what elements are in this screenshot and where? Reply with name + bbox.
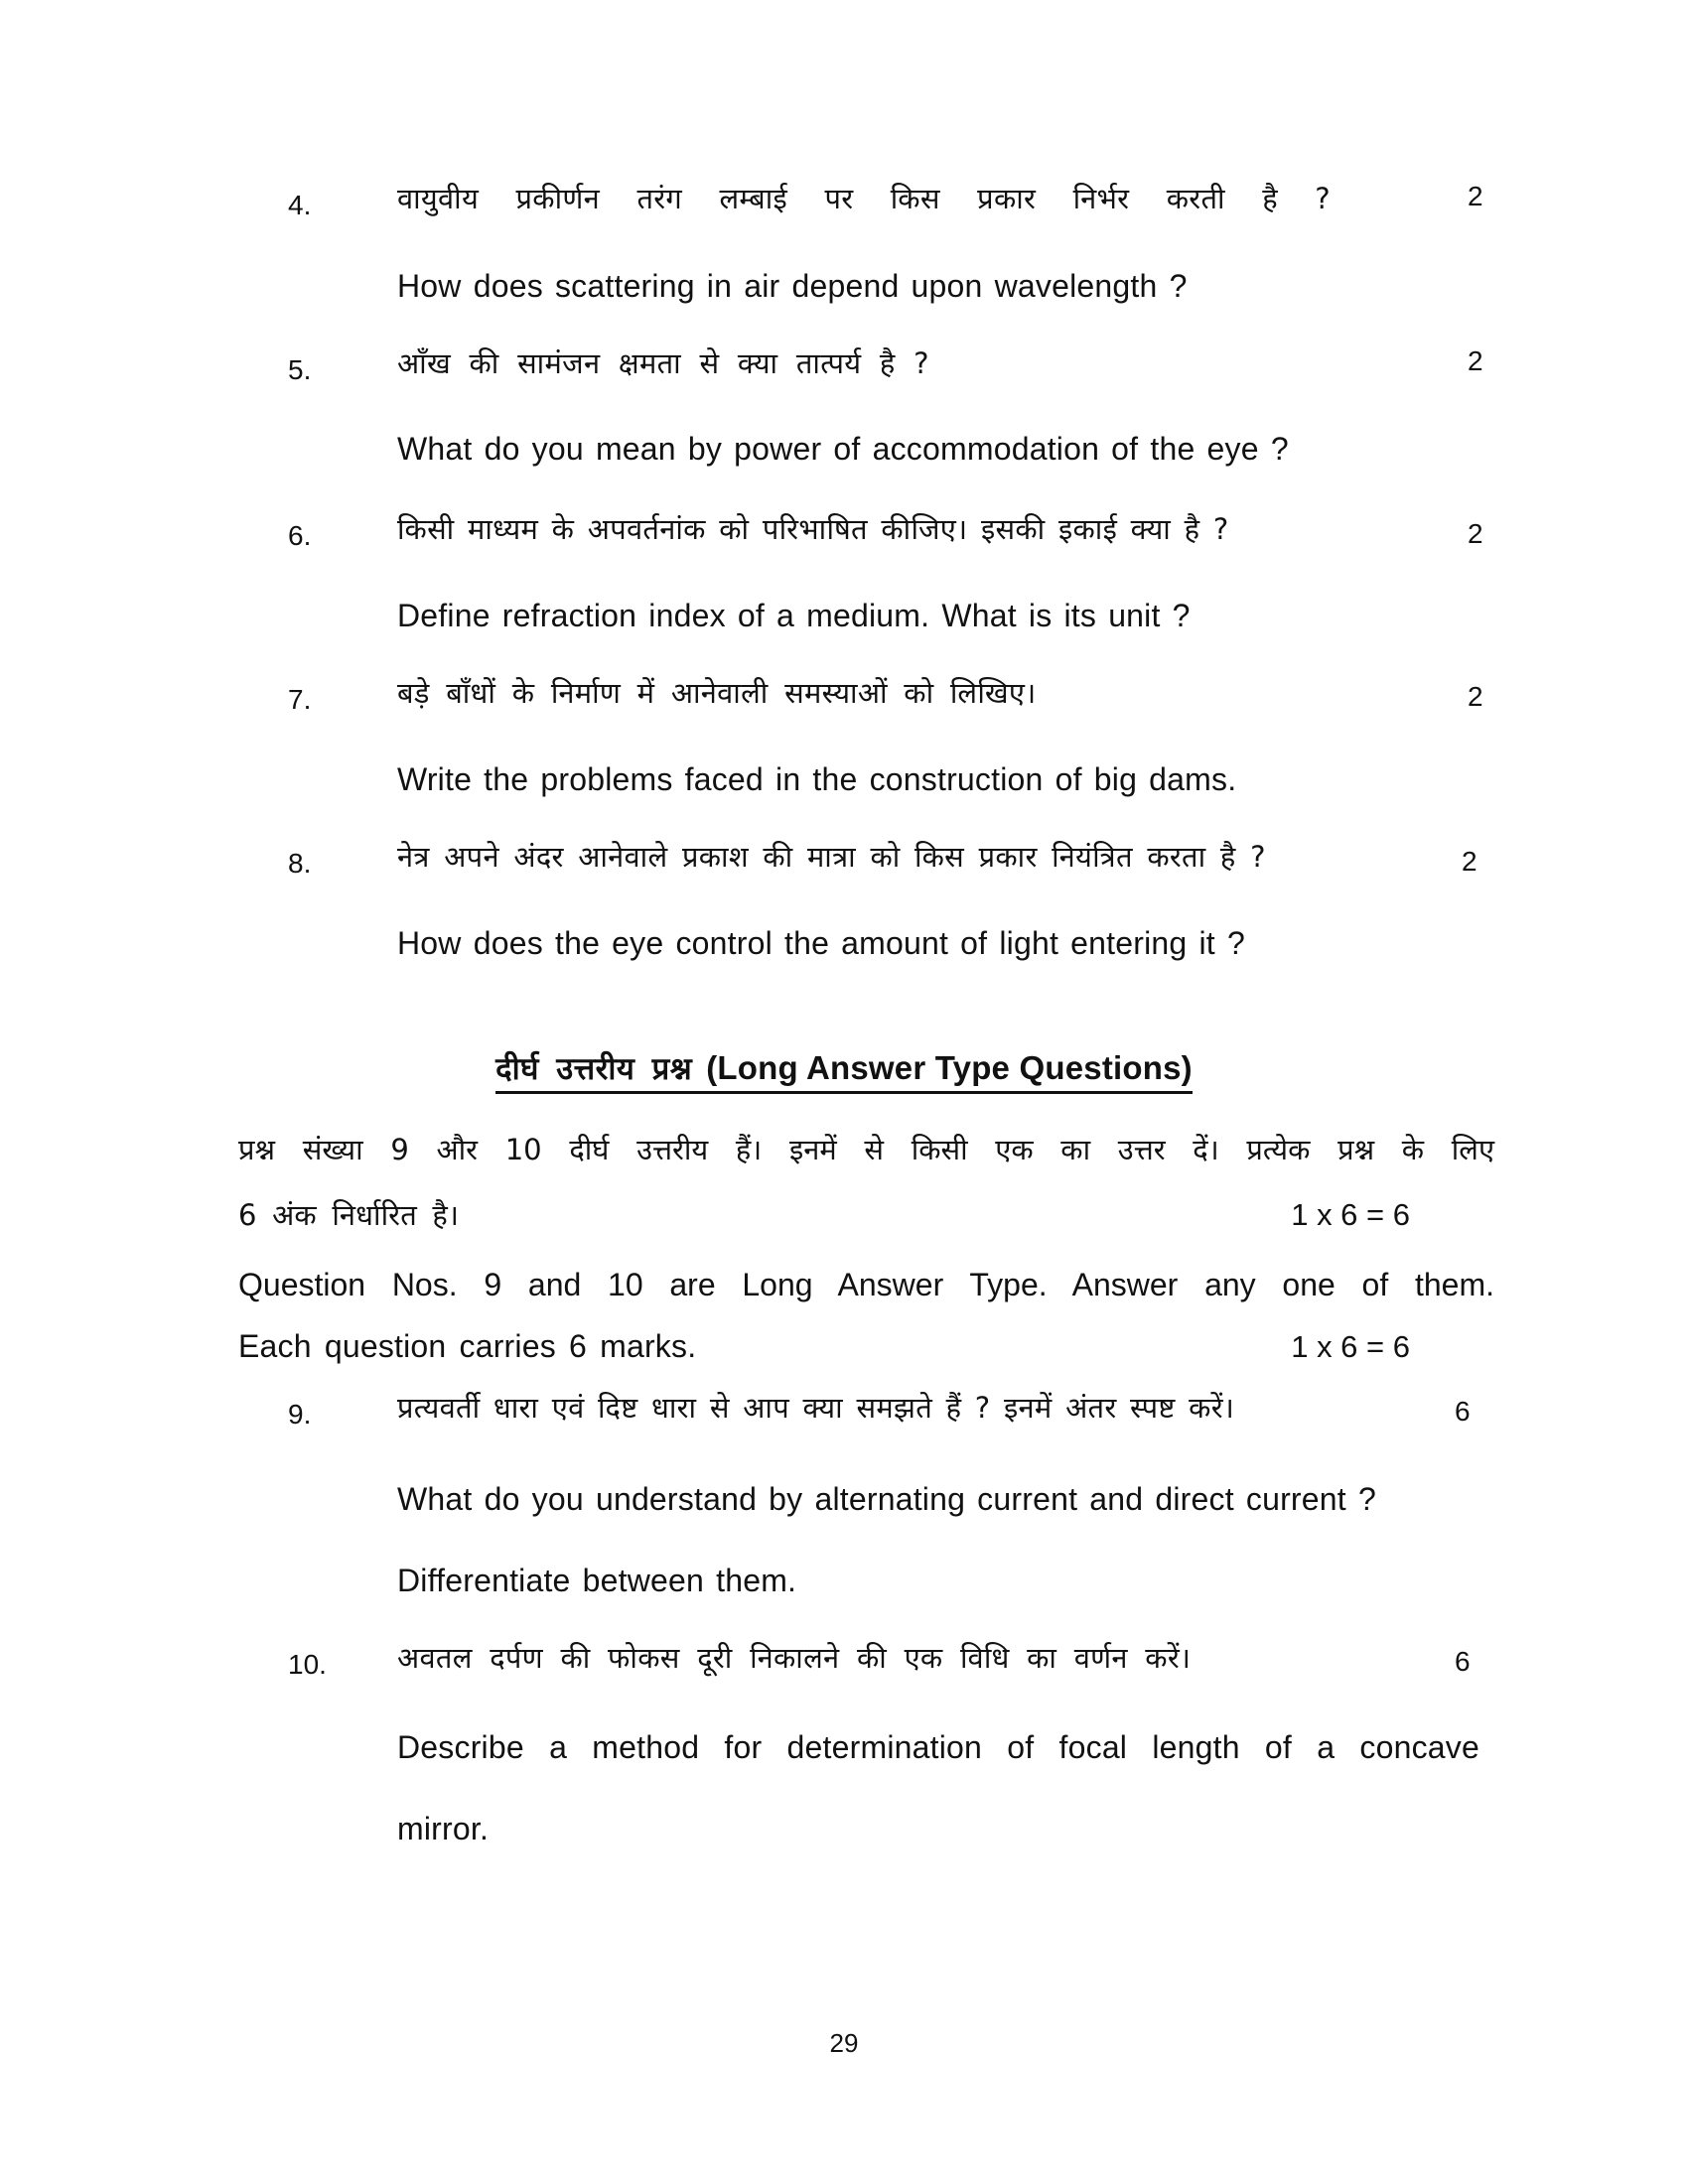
question-english-7 [397,759,1450,799]
question-marks-7: 2 [1468,681,1483,712]
question-item-10 [288,1640,1470,1682]
question-item-6 [288,511,1460,553]
question-text-hindi-7: बड़े बाँधों के निर्माण में आनेवाली समस्याओं को लिखिए। [397,676,1037,710]
instruction-hindi-line-1 [238,1130,1494,1168]
question-text-english-9b: Differentiate between them. [397,1563,797,1598]
question-number-5: 5. [288,354,312,385]
instruction-hindi-text-2: 6 अंक निर्धारित है। [238,1198,460,1232]
question-english-4 [397,266,1440,306]
instruction-english-text-2: Each question carries 6 marks. [238,1328,697,1364]
question-english-9-line-2 [397,1561,1479,1600]
instruction-english-line-1 [238,1267,1494,1303]
question-text-hindi-6: किसी माध्यम के अपवर्तनांक को परिभाषित कीजिए। इसकी इकाई क्या है ? [397,512,1229,546]
question-text-hindi-5: आँख की सामंजन क्षमता से क्या तात्पर्य है ? [397,346,929,380]
question-item-4 [288,181,1440,222]
question-marks-8: 2 [1462,846,1477,877]
question-item-5 [288,345,1440,387]
question-english-5 [397,429,1450,469]
question-text-english-10a: Describe a method for determination of focal length of a concave [397,1729,1479,1765]
section-heading-underline [495,1047,1193,1094]
question-number-9: 9. [288,1399,312,1430]
question-text-english-6: Define refraction index of a medium. What is its unit ? [397,598,1191,633]
section-heading-hindi: दीर्घ उत्तरीय प्रश्न [495,1051,693,1087]
section-heading-english: (Long Answer Type Questions) [706,1049,1193,1086]
question-english-9-line-1 [397,1479,1479,1519]
question-number-8: 8. [288,848,312,879]
question-number-6: 6. [288,520,312,551]
question-marks-9: 6 [1455,1396,1471,1427]
question-item-9 [288,1390,1470,1432]
question-text-hindi-9: प्रत्यवर्ती धारा एवं दिष्ट धारा से आप क्या समझते हैं ? इनमें अंतर स्पष्ट करें। [397,1391,1235,1425]
instruction-english-line-2 [238,1328,1410,1365]
section-heading-long-answer [0,1047,1688,1094]
question-english-10-line-2 [397,1809,1479,1848]
question-text-hindi-10: अवतल दर्पण की फोकस दूरी निकालने की एक विधि का वर्णन करें। [397,1641,1192,1675]
question-number-4: 4. [288,190,312,220]
page-number: 29 [829,2028,859,2058]
question-english-6 [397,596,1450,635]
instruction-english-text-1: Question Nos. 9 and 10 are Long Answer Type. Answer any one of them. [238,1267,1494,1302]
instruction-hindi-line-2 [238,1195,1410,1234]
question-item-8 [288,839,1470,881]
question-marks-10: 6 [1455,1646,1471,1677]
question-text-hindi-8: नेत्र अपने अंदर आनेवाले प्रकाश की मात्रा को किस प्रकार नियंत्रित करता है ? [397,840,1266,874]
question-marks-6: 2 [1468,518,1483,549]
question-text-english-9a: What do you understand by alternating current and direct current ? [397,1481,1376,1517]
question-marks-5: 2 [1468,345,1483,376]
question-text-english-5: What do you mean by power of accommodation of the eye ? [397,431,1289,467]
question-marks-4: 2 [1468,181,1483,211]
instruction-hindi-marks: 1 x 6 = 6 [1291,1197,1410,1232]
instruction-hindi-text-1: प्रश्न संख्या 9 और 10 दीर्घ उत्तरीय हैं। इनमें से किसी एक का उत्तर दें। प्रत्येक प्रश्न के लिए [238,1133,1494,1166]
question-english-8 [397,923,1450,963]
instruction-english-marks: 1 x 6 = 6 [1291,1329,1410,1364]
question-text-english-7: Write the problems faced in the construction of big dams. [397,761,1237,797]
question-item-7 [288,675,1460,717]
question-text-hindi-4: वायुवीय प्रकीर्णन तरंग लम्बाई पर किस प्रकार निर्भर करती है ? [397,182,1331,215]
question-text-english-10b: mirror. [397,1811,490,1846]
question-english-10-line-1 [397,1727,1479,1767]
question-text-english-8: How does the eye control the amount of light entering it ? [397,925,1245,961]
question-number-7: 7. [288,684,312,715]
question-text-english-4: How does scattering in air depend upon wavelength ? [397,268,1188,304]
question-number-10: 10. [288,1649,327,1680]
